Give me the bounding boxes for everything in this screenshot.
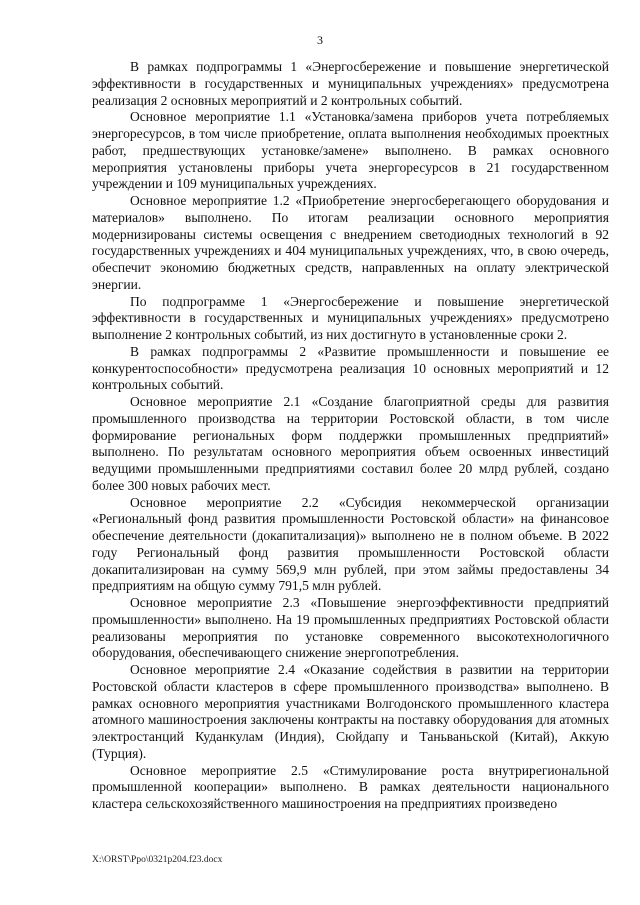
paragraph: Основное мероприятие 2.3 «Повышение энергоэффективности предприятий промышленности» выполнено. На 19 промышленных предприятиях Ростовской области реализованы мероприятия по установке современного высокотехнологичного оборудования, обеспечивающего снижение энергопотребления. — [92, 595, 609, 661]
paragraph: Основное мероприятие 2.1 «Создание благоприятной среды для развития промышленного производства на территории Ростовской области, в том числе формирование региональных форм поддержки промышленных предприятий» выполнено. По результатам основного мероприятия объем освоенных инвестиций ведущими промышленными предприятиями составил более 20 млрд рублей, создано более 300 новых рабочих мест. — [92, 394, 609, 493]
paragraph: Основное мероприятие 2.4 «Оказание содействия в развитии на территории Ростовской области кластеров в сфере промышленного производства» выполнено. В рамках основного мероприятия участниками Волгодонского промышленного кластера атомного машиностроения заключены контракты на поставку оборудования для атомных электростанций Куданкулам (Индия), Сюйдапу и Таньваньской (Китай), Аккую (Турция). — [92, 662, 609, 761]
paragraph: Основное мероприятие 2.2 «Субсидия некоммерческой организации «Региональный фонд развития промышленности Ростовской области» на финансовое обеспечение деятельности (докапитализация)» выполнено не в полном объеме. В 2022 году Региональный фонд развития промышленности Ростовской области докапитализирован на сумму 569,9 млн рублей, при этом займы предоставлены 34 предприятиям на общую сумму 791,5 млн рублей. — [92, 494, 609, 594]
paragraph: В рамках подпрограммы 2 «Развитие промышленности и повышение ее конкурентоспособности» предусмотрена реализация 10 основных мероприятий и 12 контрольных событий. — [92, 343, 609, 393]
page-number: 3 — [317, 33, 323, 47]
paragraph: Основное мероприятие 2.5 «Стимулирование роста внутрирегиональной промышленной кооперации» выполнено. В рамках деятельности национального кластера сельскохозяйственного машиностроения на предприятиях произведено — [92, 762, 609, 811]
paragraph: В рамках подпрограммы 1 «Энергосбережение и повышение энергетической эффективности в государственных и муниципальных учреждениях» предусмотрена реализация 2 основных мероприятий и 2 контрольных событий. — [92, 59, 609, 108]
paragraph: Основное мероприятие 1.2 «Приобретение энергосберегающего оборудования и материалов» выполнено. По итогам реализации основного мероприятия модернизированы системы освещения с внедрением светодиодных технологий в 92 государственных учреждениях и 404 муниципальных учреждениях, что, в свою очередь, обеспечит экономию бюджетных средств, направленных на оплату электрической энергии. — [92, 193, 609, 292]
document-body — [92, 59, 609, 813]
paragraph: По подпрограмме 1 «Энергосбережение и повышение энергетической эффективности в государственных и муниципальных учреждениях» предусмотрено выполнение 2 контрольных событий, из них достигнуто в установленные сроки 2. — [92, 293, 609, 342]
paragraph: Основное мероприятие 1.1 «Установка/замена приборов учета потребляемых энергоресурсов, в том числе приобретение, оплата выполнения необходимых проектных работ, предшествующих установке/замене» выполнено. В рамках основного мероприятия установлены приборы учета энергоресурсов в 21 государственном учреждении и 109 муниципальных учреждениях. — [92, 109, 609, 192]
footer-file-path: X:\ORST\Ppo\0321p204.f23.docx — [92, 855, 223, 865]
